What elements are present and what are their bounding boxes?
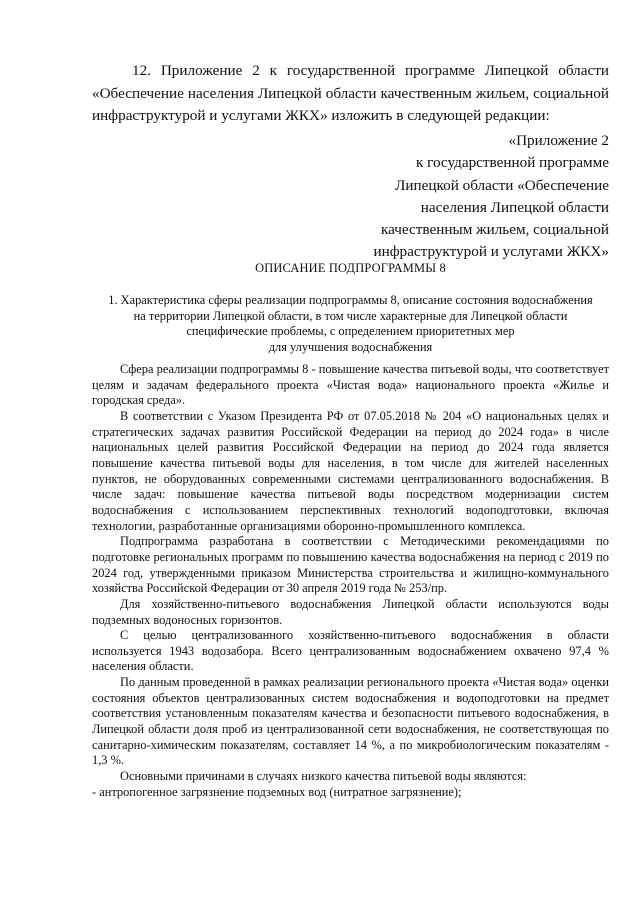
appendix-heading-line: «Приложение 2 <box>508 132 609 149</box>
document-title: ОПИСАНИЕ ПОДПРОГРАММЫ 8 <box>255 261 446 275</box>
section-heading-line: на территории Липецкой области, в том числе характерные для Липецкой области <box>133 308 568 323</box>
section-heading-line: специфические проблемы, с определением приоритетных мер <box>186 324 515 339</box>
appendix-heading-line: населения Липецкой области <box>420 198 609 216</box>
body-text <box>92 362 609 800</box>
appendix-heading-line: качественным жильем, социальной <box>381 221 609 239</box>
appendix-heading-block <box>339 130 609 264</box>
appendix-heading-line: Липецкой области «Обеспечение <box>395 176 609 194</box>
body-paragraph: С целью централизованного хозяйственно-питьевого водоснабжения в области используется 1943 водозабора. Всего централизованным водоснабжением охвачено 97,4 % населения области. <box>92 628 609 674</box>
section-heading <box>92 293 609 355</box>
appendix-heading-line: инфраструктурой и услугами ЖКХ» <box>373 243 609 261</box>
body-paragraph: Подпрограмма разработана в соответствии с Методическими рекомендациями по подготовке региональных программ по повышению качества водоснабжения на период с 2019 по 2024 год, утвержденными приказом Министерства строительства и жилищно-коммунального хозяйства Российской Федерации от 30 апреля 2019 года № 253/пр. <box>92 534 609 596</box>
list-item: - антропогенное загрязнение подземных вод (нитратное загрязнение); <box>92 784 462 799</box>
intro-paragraph: 12. Приложение 2 к государственной программе Липецкой области «Обеспечение населения Липецкой области качественным жильем, социальной инфраструктурой и услугами ЖКХ» изложить в следующей редакции: <box>92 62 609 124</box>
section-heading-line: для улучшения водоснабжения <box>268 339 433 354</box>
body-paragraph: В соответствии с Указом Президента РФ от 07.05.2018 № 204 «О национальных целях и стратегических задачах развития Российской Федерации на период до 2024 года» в числе национальных целей развития Российской Федерации на период до 2024 года является повышение качества питьевой воды для населения, в том числе для жителей населенных пунктов, не оборудованных современными системами централизованного водоснабжения. В числе задач: повышение качества питьевой воды посредством модернизации систем водоснабжения с использованием перспективных технологий водоподготовки, включая технологии, разработанные организациями оборонно-промышленного комплекса. <box>92 408 609 533</box>
appendix-heading-line: к государственной программе <box>415 154 609 172</box>
section-heading-line: 1. Характеристика сферы реализации подпрограммы 8, описание состояния водоснабжения <box>108 293 593 307</box>
body-paragraph: По данным проведенной в рамках реализации регионального проекта «Чистая вода» оценки состояния объектов централизованных систем водоснабжения и водоподготовки на предмет соответствия установленным показателям качества и безопасности питьевого водоснабжения, в Липецкой области доля проб из централизованной сети водоснабжения, не соответствующая по санитарно-химическим показателям, составляет 14 %, а по микробиологическим показателям - 1,3 %. <box>92 675 609 768</box>
body-paragraph: Основными причинами в случаях низкого качества питьевой воды являются: <box>120 769 527 784</box>
body-paragraph: Для хозяйственно-питьевого водоснабжения Липецкой области используются воды подземных водоносных горизонтов. <box>92 596 609 627</box>
body-paragraph: Сфера реализации подпрограммы 8 - повышение качества питьевой воды, что соответствует целям и задачам федерального проекта «Чистая вода» национального проекта «Жилье и городская среда». <box>92 362 609 408</box>
